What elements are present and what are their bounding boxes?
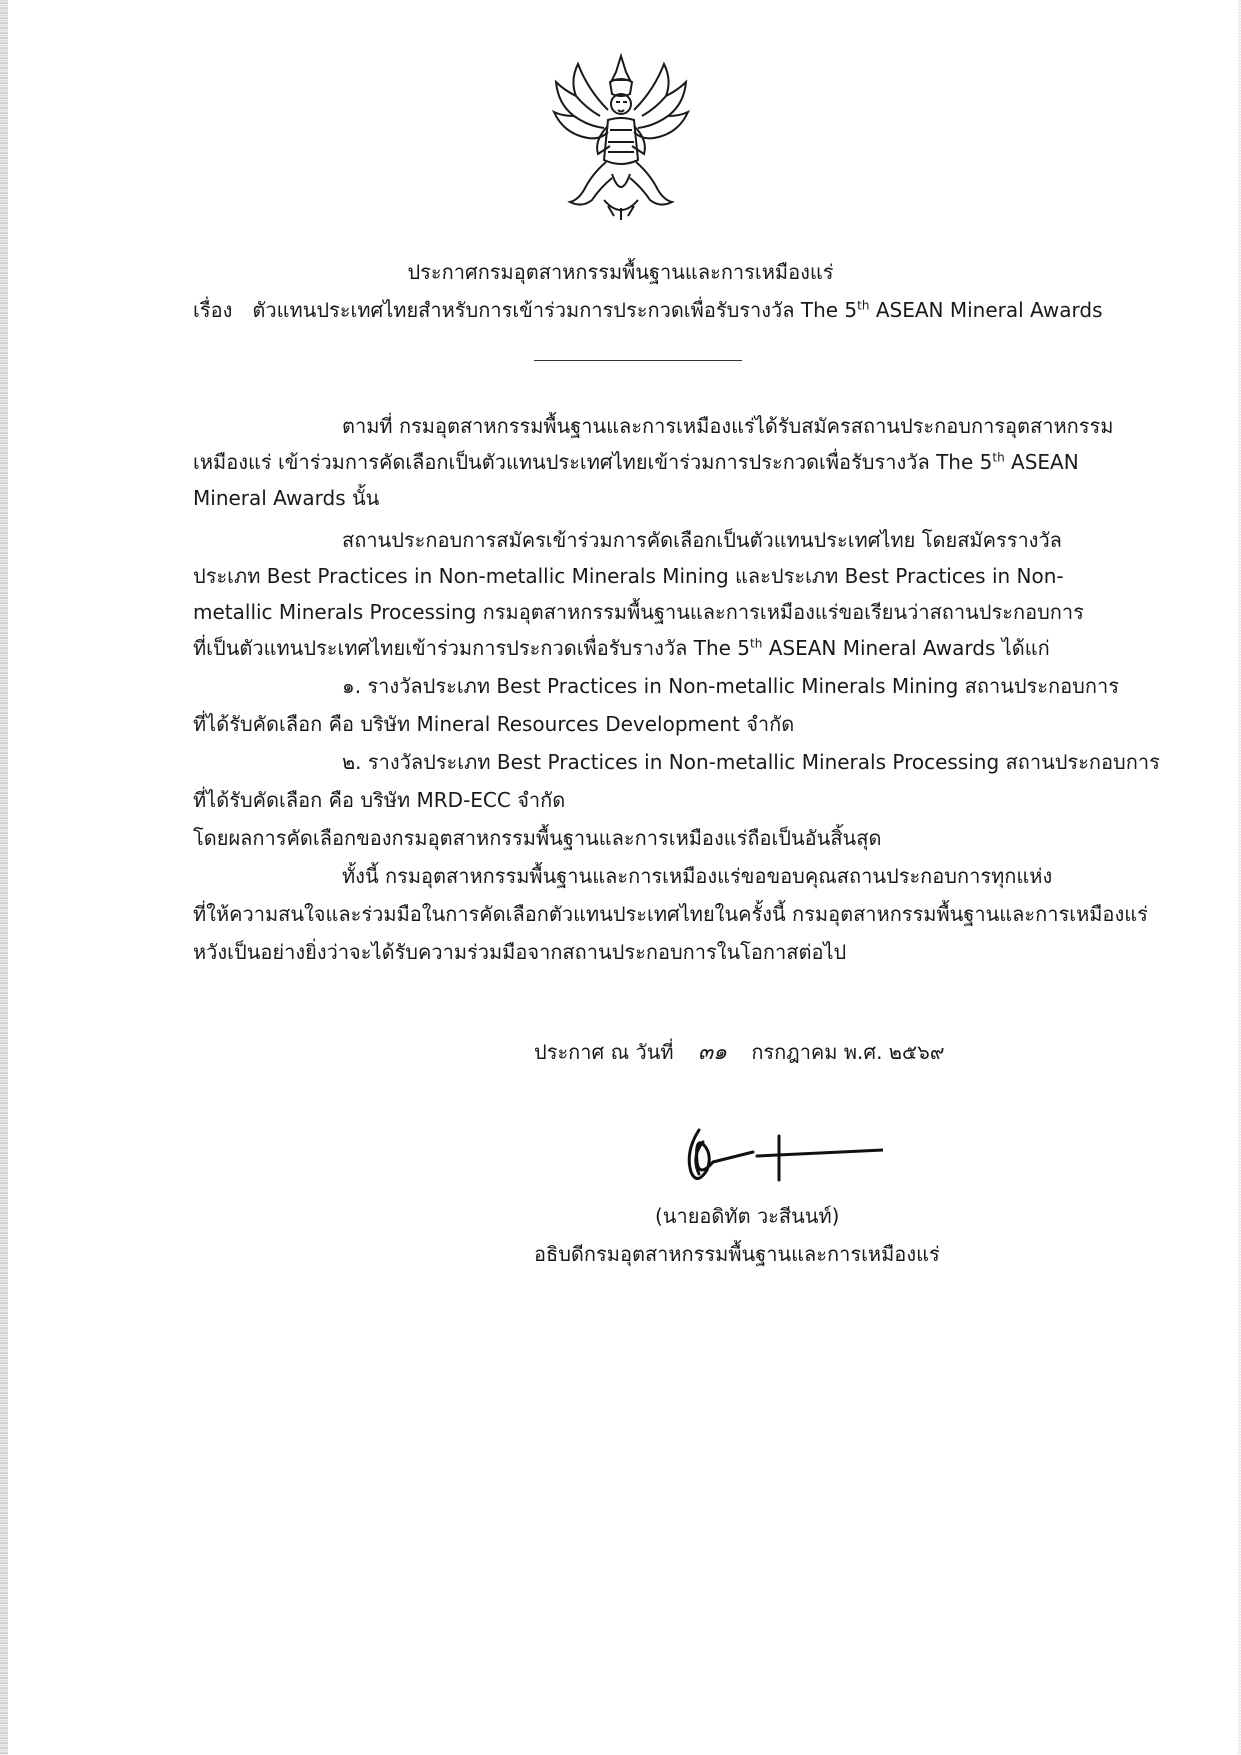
garuda-emblem-icon: [548, 50, 694, 222]
paragraph-2-sup: th: [750, 636, 763, 651]
paragraph-1-line-1: ตามที่ กรมอุตสาหกรรมพื้นฐานและการเหมืองแร่ได้รับสมัครสถานประกอบการอุตสาหกรรม: [342, 414, 1114, 438]
subject-sup: th: [857, 298, 870, 313]
paragraph-1-sup: th: [992, 450, 1005, 465]
subject-label: เรื่อง: [193, 298, 233, 322]
paragraph-2-line-4-text: ที่เป็นตัวแทนประเทศไทยเข้าร่วมการประกวดเพื่อรับรางวัล The 5: [193, 636, 751, 660]
announce-prefix: ประกาศ ณ วันที่: [534, 1040, 674, 1064]
item-2-line-1: ๒. รางวัลประเภท Best Practices in Non-metallic Minerals Processing สถานประกอบการ: [342, 750, 1160, 774]
final-line: โดยผลการคัดเลือกของกรมอุตสาหกรรมพื้นฐานและการเหมืองแร่ถือเป็นอันสิ้นสุด: [193, 826, 882, 850]
paragraph-1-line-2: [193, 448, 1079, 476]
subject-text: ตัวแทนประเทศไทยสำหรับการเข้าร่วมการประกวดเพื่อรับรางวัล The 5: [252, 298, 858, 322]
item-1-line-2: ที่ได้รับคัดเลือก คือ บริษัท Mineral Resources Development จำกัด: [193, 712, 795, 736]
announcement-title: ประกาศกรมอุตสาหกรรมพื้นฐานและการเหมืองแร่: [407, 260, 834, 284]
subject-line: [193, 296, 1102, 324]
paragraph-2-line-1: สถานประกอบการสมัครเข้าร่วมการคัดเลือกเป็นตัวแทนประเทศไทย โดยสมัครรางวัล: [342, 528, 1062, 552]
paragraph-2-line-4: [193, 634, 1050, 662]
paragraph-3-line-2: ที่ให้ความสนใจและร่วมมือในการคัดเลือกตัวแทนประเทศไทยในครั้งนี้ กรมอุตสาหกรรมพื้นฐานและการเหมืองแร่: [193, 902, 1148, 926]
handwritten-signature: [683, 1122, 883, 1192]
paragraph-1-line-2-text: เหมืองแร่ เข้าร่วมการคัดเลือกเป็นตัวแทนประเทศไทยเข้าร่วมการประกวดเพื่อรับรางวัล The 5: [193, 450, 993, 474]
paragraph-1-line-3: Mineral Awards นั้น: [193, 486, 380, 510]
paragraph-1-line-2-tail: ASEAN: [1011, 450, 1079, 474]
signer-name: (นายอดิทัต วะสีนนท์): [655, 1204, 840, 1228]
title-divider: [534, 360, 742, 361]
paragraph-2-line-2: ประเภท Best Practices in Non-metallic Minerals Mining และประเภท Best Practices in Non-: [193, 564, 1064, 588]
paragraph-3-line-1: ทั้งนี้ กรมอุตสาหกรรมพื้นฐานและการเหมืองแร่ขอขอบคุณสถานประกอบการทุกแห่ง: [342, 864, 1053, 888]
item-2-line-2: ที่ได้รับคัดเลือก คือ บริษัท MRD-ECC จำกัด: [193, 788, 566, 812]
item-1-line-1: ๑. รางวัลประเภท Best Practices in Non-metallic Minerals Mining สถานประกอบการ: [342, 674, 1119, 698]
announce-day: ๓๑: [697, 1040, 727, 1065]
subject-tail: ASEAN Mineral Awards: [875, 298, 1103, 322]
paragraph-2-line-4-tail: ASEAN Mineral Awards ได้แก่: [768, 636, 1050, 660]
announce-date-line: [534, 1038, 944, 1067]
announce-month-year: กรกฎาคม พ.ศ. ๒๕๖๙: [751, 1040, 945, 1064]
paragraph-3-line-3: หวังเป็นอย่างยิ่งว่าจะได้รับความร่วมมือจากสถานประกอบการในโอกาสต่อไป: [193, 940, 847, 964]
signer-title: อธิบดีกรมอุตสาหกรรมพื้นฐานและการเหมืองแร่: [534, 1242, 940, 1266]
paragraph-2-line-3: metallic Minerals Processing กรมอุตสาหกรรมพื้นฐานและการเหมืองแร่ขอเรียนว่าสถานประกอบการ: [193, 600, 1084, 624]
